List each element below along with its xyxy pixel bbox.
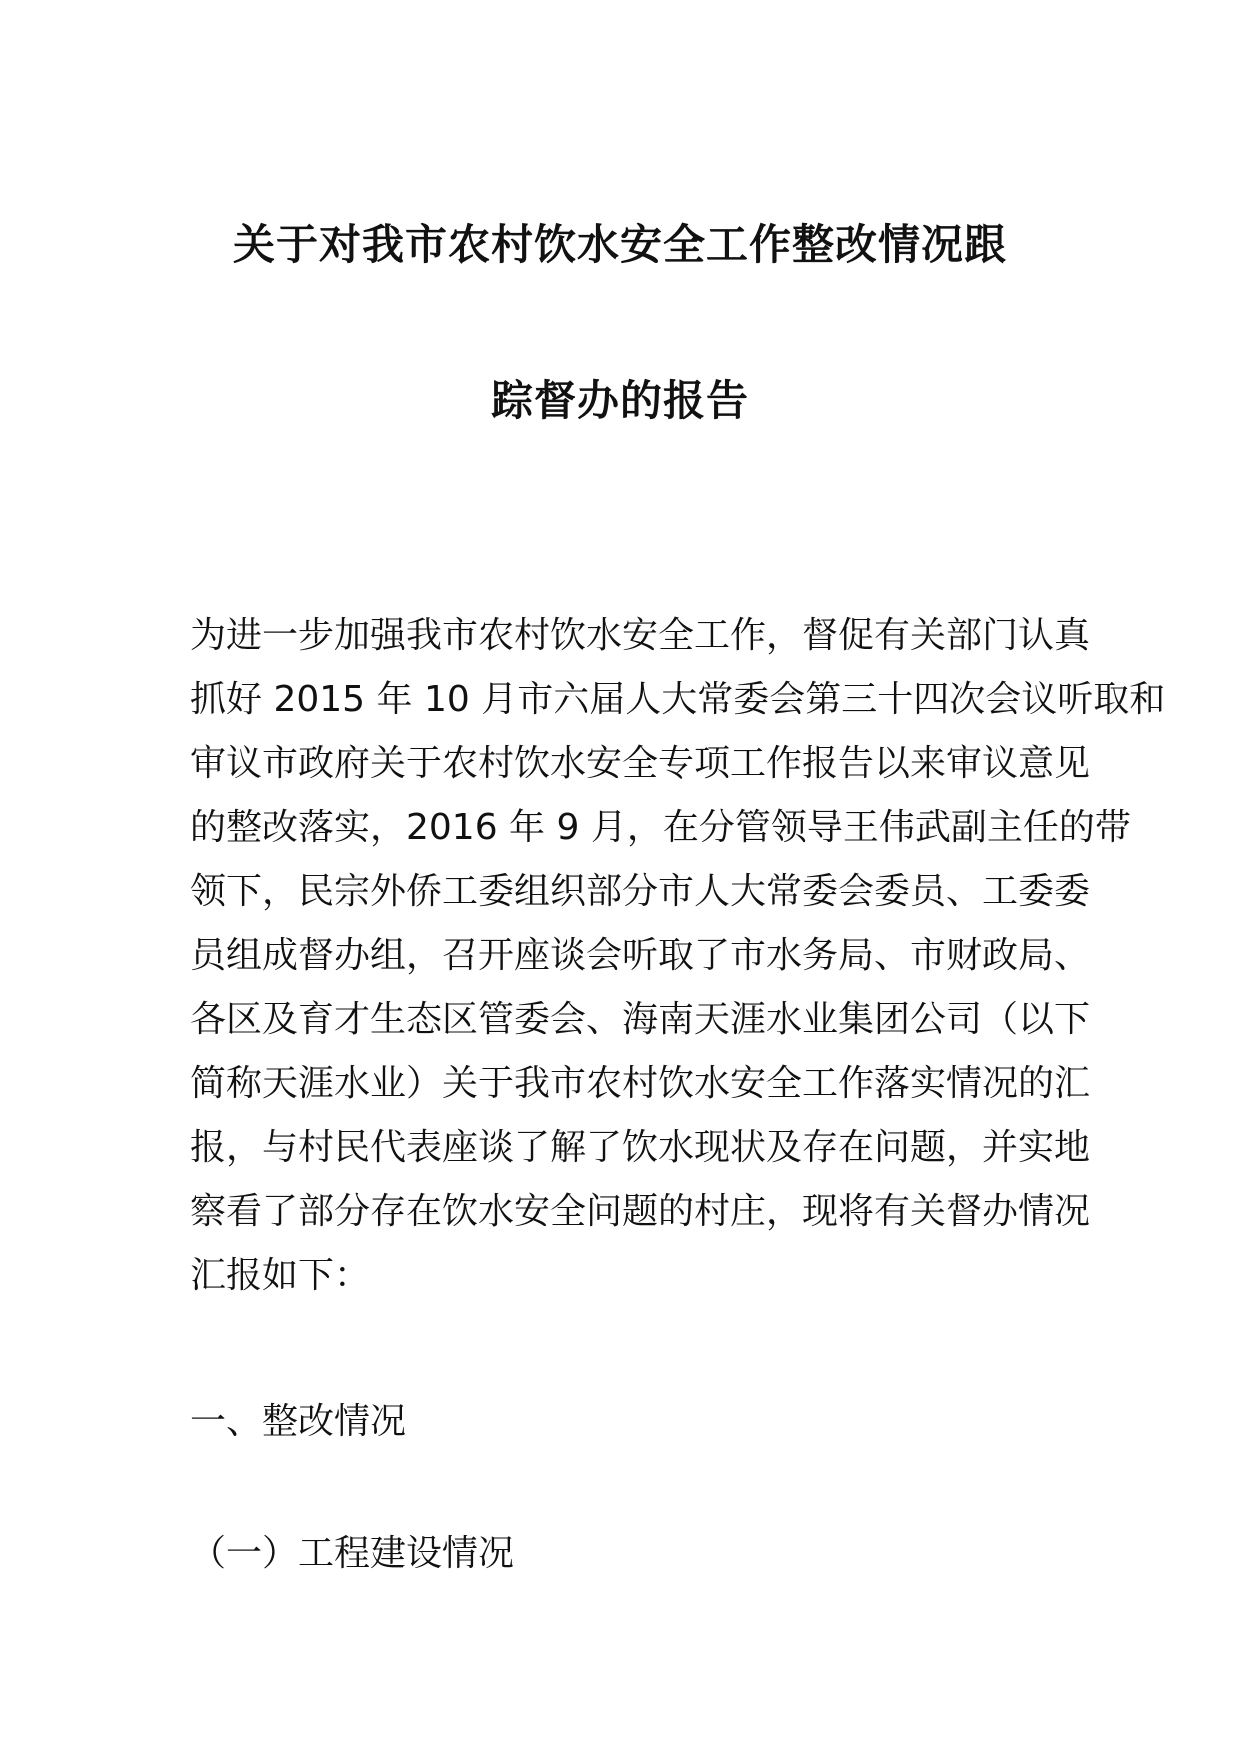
- paragraph-line: 汇报如下：: [190, 1255, 371, 1296]
- paragraph-line: 员组成督办组，召开座谈会听取了市水务局、市财政局、: [190, 935, 1091, 976]
- paragraph-line: 察看了部分存在饮水安全问题的村庄，现将有关督办情况: [190, 1191, 1091, 1232]
- paragraph-line: 简称天涯水业）关于我市农村饮水安全工作落实情况的汇: [190, 1063, 1091, 1104]
- paragraph-line: 审议市政府关于农村饮水安全专项工作报告以来审议意见: [190, 743, 1091, 784]
- subsection-heading: （一）工程建设情况: [190, 1533, 515, 1574]
- paragraph-line: 各区及育才生态区管委会、海南天涯水业集团公司（以下: [190, 999, 1091, 1040]
- paragraph-line: 领下，民宗外侨工委组织部分市人大常委会委员、工委委: [190, 871, 1091, 912]
- paragraph-line: 为进一步加强我市农村饮水安全工作，督促有关部门认真: [190, 615, 1091, 656]
- document-title-line-1: 关于对我市农村饮水安全工作整改情况跟: [232, 220, 1007, 269]
- section-heading: 一、整改情况: [190, 1401, 407, 1442]
- paragraph-line: 的整改落实，2016 年 9 月，在分管领导王伟武副主任的带: [190, 807, 1131, 848]
- paragraph-line: 报，与村民代表座谈了解了饮水现状及存在问题，并实地: [190, 1127, 1091, 1168]
- paragraph-line: 抓好 2015 年 10 月市六届人大常委会第三十四次会议听取和: [190, 679, 1166, 720]
- document-title-line-2: 踪督办的报告: [490, 376, 749, 425]
